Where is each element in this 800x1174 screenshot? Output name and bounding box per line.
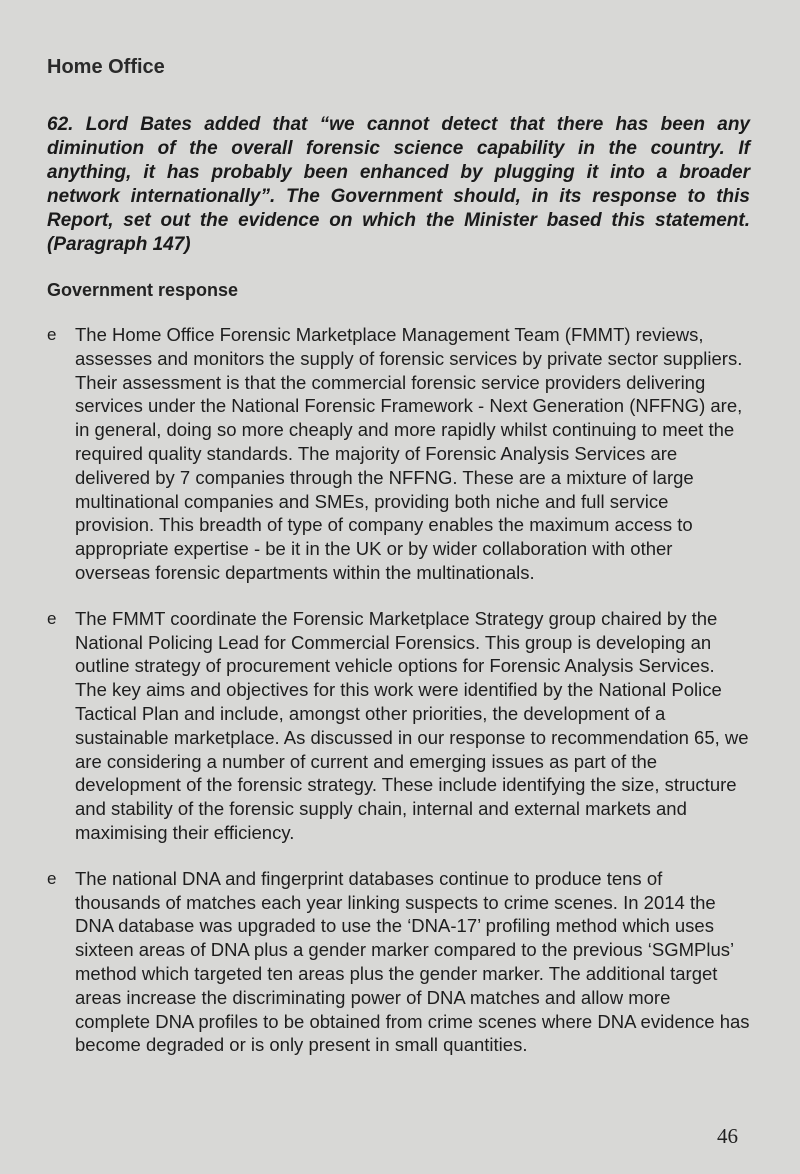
section-heading: Government response (47, 280, 239, 300)
bullet-marker: e (47, 325, 57, 344)
bullet-item (47, 867, 750, 1057)
bullet-marker: e (47, 608, 57, 628)
bullet-text: The FMMT coordinate the Forensic Marketplace Strategy group chaired by the National Policing Lead for Commercial Forensics. This group is developing an outline strategy of procurement vehicle options for Forensic Analysis Services. The key aims and objectives for this work were identified by the National Police Tactical Plan and include, amongst other priorities, the development of a sustainable marketplace. As discussed in our response to recommendation 65, we are considering a number of current and emerging issues as part of the development of the forensic strategy. These include identifying the size, structure and stability of the forensic supply chain, internal and external markets and maximising their efficiency. (75, 607, 749, 843)
running-header: Home Office (47, 56, 165, 78)
bullet-marker: e (47, 868, 57, 888)
bullet-item (47, 323, 750, 585)
response-bullet-list (47, 323, 750, 1057)
bullet-text: The national DNA and fingerprint databases continue to produce tens of thousands of matches each year linking suspects to crime scenes. In 2014 the DNA database was upgraded to use the ‘DNA-17’ profiling method which uses sixteen areas of DNA plus a gender marker compared to the previous ‘SGMPlus’ method which targeted ten areas plus the gender marker. The additional target areas increase the discriminating power of DNA matches and allow more complete DNA profiles to be obtained from crime scenes where DNA evidence has become degraded or is only present in small quantities. (75, 867, 750, 1056)
page-number: 46 (717, 1124, 738, 1148)
recommendation-paragraph: 62. Lord Bates added that “we cannot detect that there has been any diminution of the overall forensic science capability in the country. If anything, it has probably been enhanced by plugging it into a broader network internationally”. The Government should, in its response to this Report, set out the evidence on which the Minister based this statement. (Paragraph 147) (47, 114, 750, 255)
bullet-item (47, 607, 750, 845)
bullet-text: The Home Office Forensic Marketplace Management Team (FMMT) reviews, assesses and monitors the supply of forensic services by private sector suppliers. Their assessment is that the commercial forensic service providers delivering services under the National Forensic Framework - Next Generation (NFFNG) are, in general, doing so more cheaply and more rapidly whilst continuing to meet the required quality standards. The majority of Forensic Analysis Services are delivered by 7 companies through the NFFNG. These are a mixture of large multinational companies and SMEs, providing both niche and full service provision. This breadth of type of company enables the maximum access to appropriate expertise - be it in the UK or by wider collaboration with other overseas forensic departments within the multinationals. (75, 324, 743, 583)
